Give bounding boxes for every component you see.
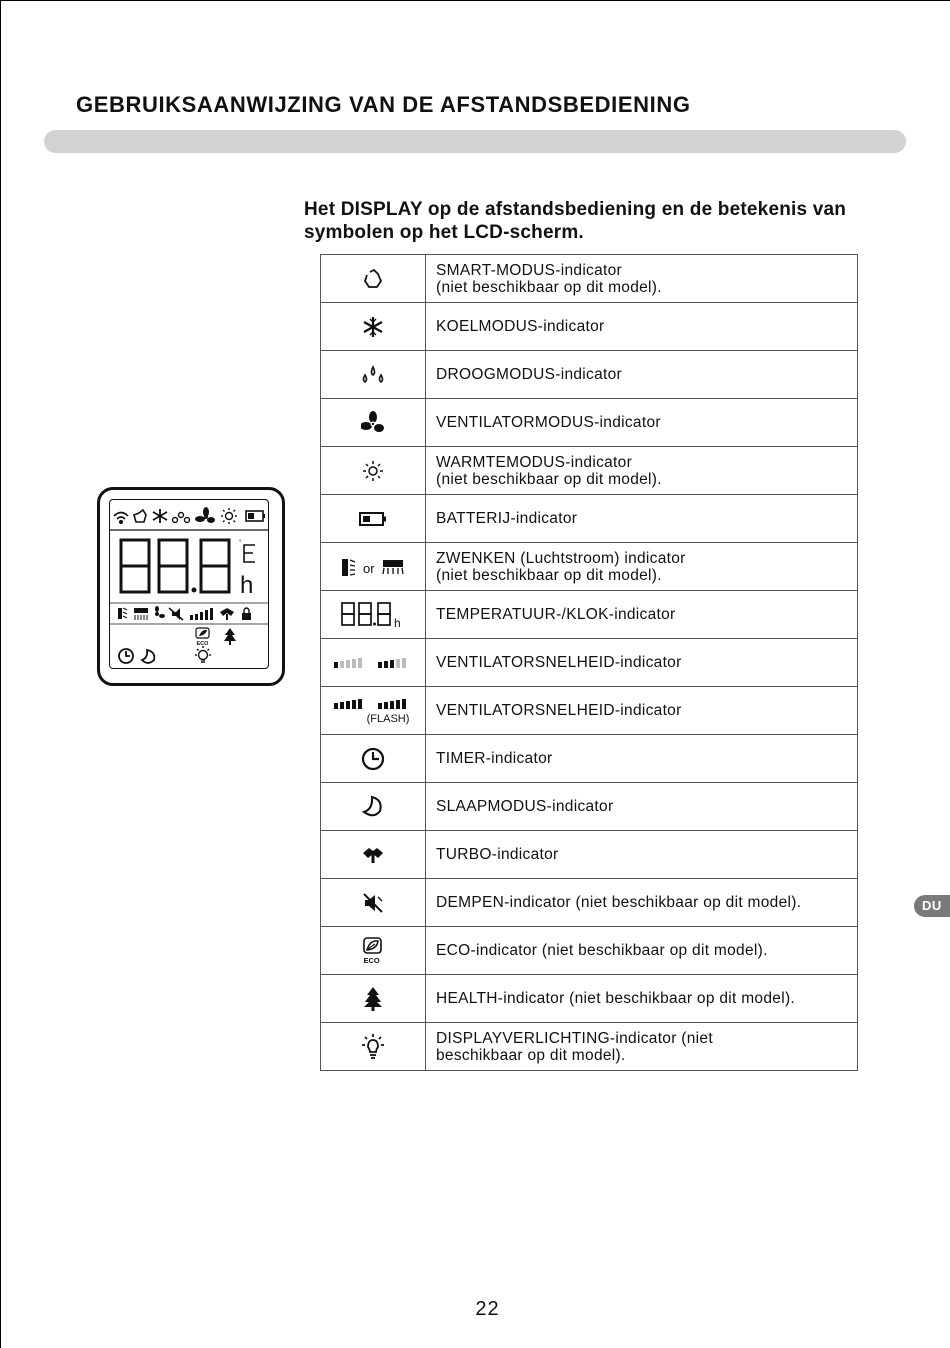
icon-cell (321, 783, 426, 831)
section-title: Het DISPLAY op de afstandsbediening en de betekenis van symbolen op het LCD-scherm. (304, 199, 847, 243)
smart-mode-icon (134, 510, 146, 522)
table-row (321, 399, 858, 447)
sun-icon (221, 508, 237, 524)
moon-icon (142, 650, 154, 663)
fan-speed-bars-icon (332, 656, 414, 670)
icon-cell (321, 735, 426, 783)
description-line: HEALTH-indicator (niet beschikbaar op dit model). (436, 990, 796, 1007)
description-line: VENTILATORSNELHEID-indicator (436, 702, 682, 719)
icon-cell (321, 303, 426, 351)
table-row (321, 879, 858, 927)
description-line: beschikbaar op dit model). (436, 1046, 626, 1064)
sun-icon (362, 460, 384, 482)
battery-icon (246, 511, 265, 521)
icon-cell (321, 399, 426, 447)
page-title: GEBRUIKSAANWIJZING VAN DE AFSTANDSBEDIENING (76, 92, 691, 117)
fan-speed-flash-icon (332, 697, 414, 711)
svg-text:°: ° (239, 540, 242, 546)
lcd-screen (109, 499, 269, 669)
table-row (321, 255, 858, 303)
table-row (321, 351, 858, 399)
table-row (321, 1023, 858, 1071)
language-tab: DU (914, 895, 950, 917)
description-cell (426, 351, 858, 399)
description-line: ZWENKEN (Luchtstroom) indicator (436, 549, 686, 567)
indicator-row-icons (118, 606, 251, 620)
description-line: KOELMODUS-indicator (436, 318, 605, 335)
light-bulb-icon (359, 1033, 387, 1061)
description-line: SMART-MODUS-indicator (436, 261, 623, 279)
wifi-icon (114, 513, 128, 524)
snowflake-icon (153, 509, 167, 523)
description-line: SLAAPMODUS-indicator (436, 798, 614, 815)
table-row (321, 639, 858, 687)
fan-icon (361, 411, 385, 435)
water-drops-icon (173, 513, 190, 523)
description-cell (426, 591, 858, 639)
description-cell (426, 543, 858, 591)
symbols-table (320, 254, 858, 1071)
description-cell (426, 831, 858, 879)
svg-text:h: h (240, 572, 254, 599)
lcd-symbols (110, 500, 268, 668)
description-cell (426, 735, 858, 783)
icon-cell (321, 927, 426, 975)
turbo-icon (361, 846, 385, 864)
fan-icon (195, 507, 215, 523)
description-cell (426, 687, 858, 735)
description-cell (426, 783, 858, 831)
table-row (321, 687, 858, 735)
clock-icon (119, 649, 133, 663)
description-line: (niet beschikbaar op dit model). (436, 566, 662, 584)
description-cell (426, 639, 858, 687)
description-line: TIMER-indicator (436, 750, 553, 767)
svg-text:h: h (394, 615, 401, 630)
svg-text:or: or (363, 560, 375, 576)
title-underline-bar (44, 130, 906, 153)
table-row (321, 927, 858, 975)
temperature-clock-digits-icon (338, 600, 408, 630)
description-line: ECO-indicator (niet beschikbaar op dit model). (436, 942, 768, 959)
tree-icon (224, 628, 236, 645)
description-line: TURBO-indicator (436, 846, 559, 863)
description-line: VENTILATORMODUS-indicator (436, 414, 661, 431)
page-number: 22 (475, 1298, 500, 1320)
light-bulb-icon (195, 646, 211, 662)
description-line: DROOGMODUS-indicator (436, 366, 622, 383)
snowflake-icon (362, 316, 384, 338)
mute-icon (361, 892, 385, 914)
description-cell (426, 927, 858, 975)
description-cell (426, 255, 858, 303)
flash-note: (FLASH) (366, 712, 410, 725)
eco-leaf-icon (196, 628, 209, 647)
tree-icon (362, 986, 384, 1012)
icon-cell (321, 495, 426, 543)
description-line: TEMPERATUUR-/KLOK-indicator (436, 606, 676, 623)
description-line: DISPLAYVERLICHTING-indicator (niet (436, 1029, 713, 1047)
icon-cell (321, 1023, 426, 1071)
remote-display-illustration (97, 487, 285, 686)
table-row (321, 495, 858, 543)
icon-cell (321, 543, 426, 591)
description-cell (426, 495, 858, 543)
table-row (321, 591, 858, 639)
table-row (321, 831, 858, 879)
description-line: BATTERIJ-indicator (436, 510, 578, 527)
description-cell (426, 447, 858, 495)
unit-e-icon (244, 545, 255, 562)
description-cell (426, 303, 858, 351)
description-line: WARMTEMODUS-indicator (436, 453, 633, 471)
svg-text:ECO: ECO (196, 641, 209, 647)
table-row (321, 783, 858, 831)
description-cell (426, 399, 858, 447)
seven-segment-digits (121, 540, 229, 592)
icon-cell (321, 591, 426, 639)
icon-cell (321, 255, 426, 303)
water-drops-icon (360, 364, 386, 386)
description-cell (426, 975, 858, 1023)
icon-cell (321, 447, 426, 495)
description-cell (426, 1023, 858, 1071)
smart-mode-icon (362, 268, 384, 290)
table-row (321, 447, 858, 495)
icon-cell (321, 879, 426, 927)
table-row (321, 543, 858, 591)
icon-cell (321, 639, 426, 687)
description-line: DEMPEN-indicator (niet beschikbaar op dit model). (436, 894, 802, 911)
description-line: (niet beschikbaar op dit model). (436, 470, 662, 488)
svg-text:ECO: ECO (363, 955, 380, 965)
table-row (321, 735, 858, 783)
table-row (321, 975, 858, 1023)
battery-icon (359, 511, 387, 527)
icon-cell (321, 687, 426, 735)
icon-cell (321, 351, 426, 399)
icon-cell (321, 831, 426, 879)
table-row (321, 303, 858, 351)
swing-icon (338, 556, 408, 578)
moon-icon (360, 794, 386, 820)
description-line: (niet beschikbaar op dit model). (436, 278, 662, 296)
eco-leaf-icon (361, 936, 385, 966)
description-line: VENTILATORSNELHEID-indicator (436, 654, 682, 671)
clock-icon (360, 746, 386, 772)
icon-cell (321, 975, 426, 1023)
description-cell (426, 879, 858, 927)
